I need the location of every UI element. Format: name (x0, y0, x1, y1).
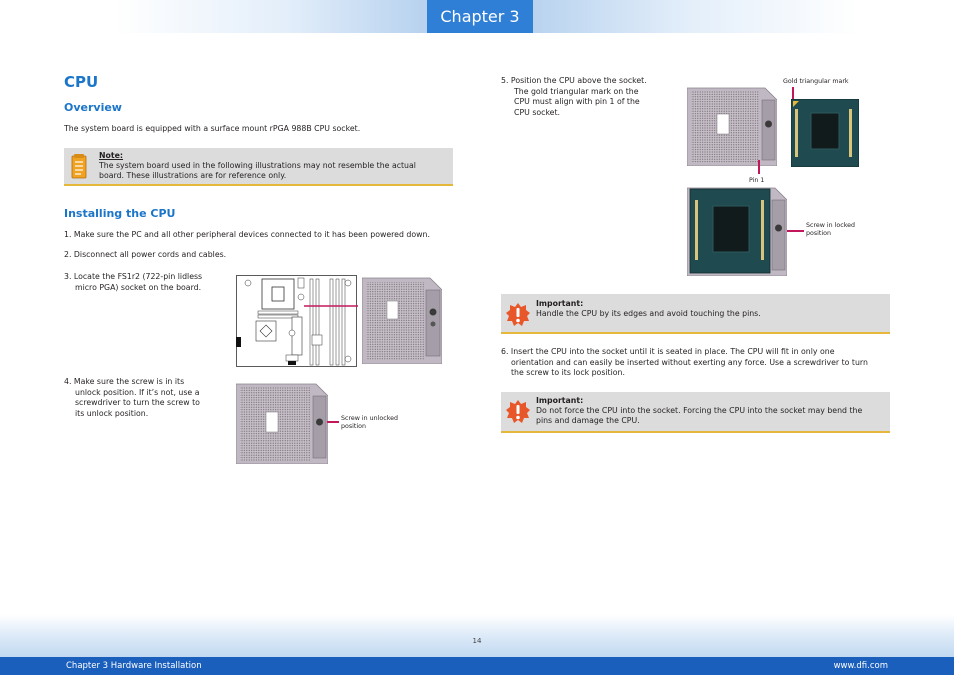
overview-text: The system board is equipped with a surface mount rPGA 988B CPU socket. (64, 124, 361, 133)
important-2-title: Important: (536, 396, 584, 405)
step-2: 2. Disconnect all power cords and cables. (64, 250, 227, 259)
label-gold-mark: Gold triangular mark (783, 78, 849, 85)
label-screw-unlocked: Screw in unlocked position (341, 415, 399, 430)
important-2-text-2: pins and damage the CPU. (536, 416, 640, 425)
page-number: 14 (472, 637, 482, 645)
important-box-1 (501, 294, 890, 334)
note-box (64, 148, 453, 186)
step-5: 5. Position the CPU above the socket. The gold triangular mark on the CPU must align with pin 1 of the CPU socket. (501, 76, 647, 117)
board-diagram (236, 275, 358, 367)
callout-gold-mark (792, 87, 794, 99)
callout-pin1 (758, 160, 760, 174)
page-title: CPU (64, 73, 99, 91)
label-screw-locked: Screw in locked position (806, 222, 856, 237)
important-1-text: Handle the CPU by its edges and avoid touching the pins. (536, 309, 761, 318)
chapter-tab: Chapter 3 (427, 0, 533, 33)
callout-screw-unlocked (327, 421, 339, 423)
important-1-title: Important: (536, 299, 584, 308)
important-box-2 (501, 392, 890, 433)
warning-icon (505, 399, 531, 425)
footer-website-link[interactable]: www.dfi.com (833, 661, 888, 671)
step-6: 6. Insert the CPU into the socket until it is seated in place. The CPU will fit in only one orientation and can easily be inserted without exerting any force. Use a screwdriver to turn the screw to its lock position. (501, 347, 868, 377)
note-title: Note: (99, 151, 124, 160)
footer-chapter: Chapter 3 Hardware Installation (66, 661, 202, 671)
cpu-chip (791, 99, 859, 167)
important-2-text-1: Do not force the CPU into the socket. Forcing the CPU into the socket may bend the (536, 406, 863, 415)
socket-diagram-screw-unlocked (236, 382, 328, 464)
socket-diagram-unlocked (362, 276, 442, 364)
footer-bar (0, 657, 954, 675)
installing-heading: Installing the CPU (64, 207, 176, 220)
callout-screw-locked (787, 230, 804, 232)
footer-band (0, 615, 954, 657)
step-1: 1. Make sure the PC and all other peripheral devices connected to it has been powered down. (64, 230, 430, 239)
socket-diagram-empty (687, 86, 777, 166)
socket-diagram-locked (687, 186, 787, 276)
overview-heading: Overview (64, 101, 122, 114)
label-pin1: Pin 1 (749, 177, 765, 184)
step-4: 4. Make sure the screw is in its unlock position. If it’s not, use a screwdriver to turn the screw to its unlock position. (64, 377, 200, 418)
note-text-1: The system board used in the following illustrations may not resemble the actual (99, 161, 416, 170)
warning-icon (505, 302, 531, 328)
step-3: 3. Locate the FS1r2 (722-pin lidless micro PGA) socket on the board. (64, 272, 203, 292)
note-icon (68, 154, 90, 180)
note-text-2: board. These illustrations are for reference only. (99, 171, 287, 180)
